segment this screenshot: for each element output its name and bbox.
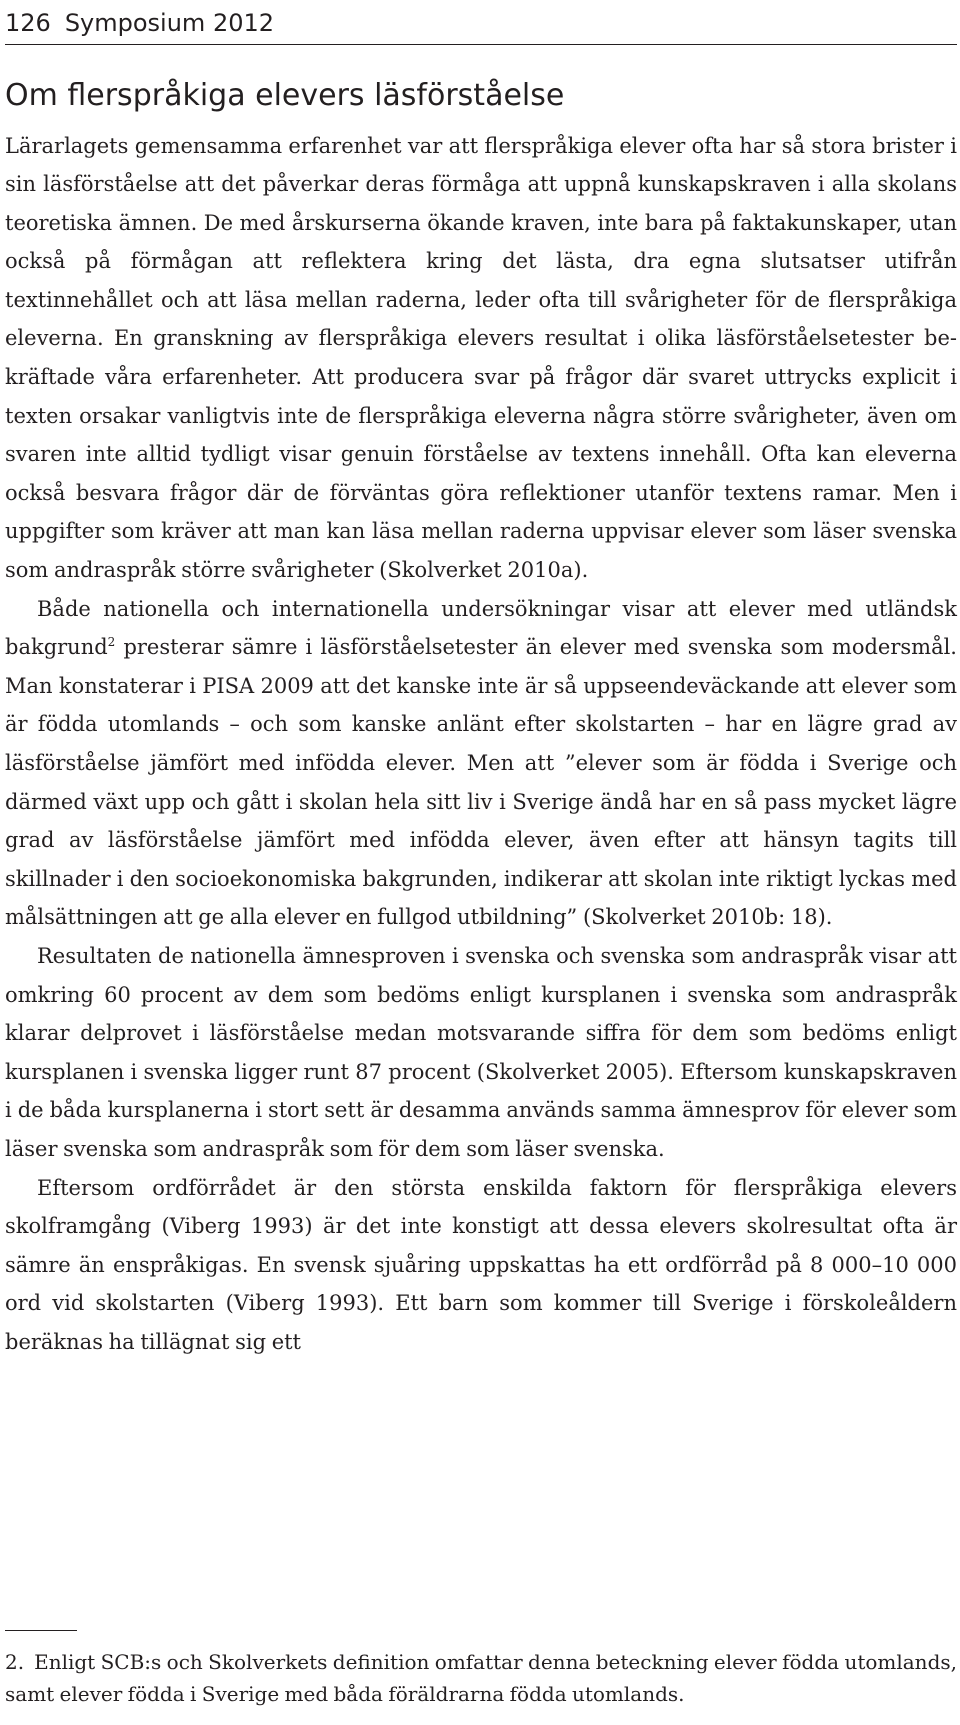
- footnote-reference[interactable]: 2: [107, 635, 116, 650]
- page: [5, 0, 957, 1362]
- paragraph: Resultaten de nationella ämnesproven i svenska och svenska som andraspråk visar att omkring 60 procent av dem som bedöms enligt kursplanen i svenska som andraspråk klarar delprovet i läsförståelse medan motsvarande siffra för dem som bedöms enligt kursplanen i svenska ligger runt 87 procent (Skolverket 2005). Eftersom kunskapskraven i de båda kursplanerna i stort sett är desamma används samma ämnesprov för elever som läser svenska som andraspråk som för dem som läser svenska.: [5, 943, 957, 1161]
- paragraph-rest: Man konstaterar i PISA 2009 att det kanske inte är så uppseendeväckande att elever som är födda utomlands – och som kanske anlänt efter skolstarten – har en lägre grad av läsförståelse jämfört med infödda elever. Men att ”elever som är födda i Sverige och därmed växt upp och gått i skolan hela sitt liv i Sverige ändå har en så pass mycket lägre grad av läsförståelse jämfört med infödda elever, även efter att hänsyn tagits till skillnader i den socioekonomiska bakgrunden, indikerar att skolan inte riktigt lyckas med målsättningen att ge alla elever en fullgod utbildning” (Skolverket 2010b: 18).: [5, 673, 957, 930]
- running-title: Symposium 2012: [64, 9, 275, 37]
- footnote-divider: [5, 1630, 77, 1631]
- body-text: [5, 127, 957, 1362]
- paragraph-lead: Både nationella och internationella undersökningar visar att elever med utländsk bakgrund: [5, 596, 957, 660]
- paragraph: Lärarlagets gemensamma erfarenhet var att flerspråkiga elever ofta har så stora brister i sin läsförståelse att det påverkar deras förmåga att uppnå kunskapskraven i alla skolans teoretiska ämnen. De med årskurserna ökande kraven, inte bara på faktakunskaper, utan också på förmågan att reflektera kring det lästa, dra egna slutsatser utifrån textinnehållet och att läsa mellan raderna, leder ofta till svårigheter för de flerspråkiga eleverna. En granskning av flerspråkiga elevers resultat i olika läsförståelsetester bekräftade våra erfarenheter. Att producera svar på frågor där svaret uttrycks explicit i texten orsakar vanligtvis inte de flerspråkiga eleverna några större svårigheter, även om svaren inte alltid tydligt visar genuin förståelse av textens innehåll. Ofta kan eleverna också besvara frågor där de förväntas göra reflektioner utanför textens ramar. Men i uppgifter som kräver att man kan läsa mellan raderna uppvisar elever som läser svenska som andraspråk större svårigheter (Skolverket 2010a).: [5, 133, 957, 583]
- footnote-number: 2.: [5, 1650, 25, 1674]
- footnote: [5, 1646, 957, 1710]
- section-title: Om flerspråkiga elevers läsförståelse: [5, 78, 565, 113]
- paragraph: Eftersom ordförrådet är den största enskilda faktorn för flerspråkiga elevers skolframgång (Viberg 1993) är det inte konstigt att dessa elevers skolresultat ofta är sämre än enspråkigas. En svensk sjuåring uppskattas ha ett ordförråd på 8 000–10 000 ord vid skolstarten (Viberg 1993). Ett barn som kommer till Sverige i förskoleåldern beräknas ha tillägnat sig ett: [5, 1175, 957, 1354]
- paragraph-continuation: presterar sämre i läsförståelsetester än elever med svenska som modersmål.: [115, 635, 957, 660]
- footnote-text: Enligt SCB:s och Skolverkets definition omfattar denna beteckning elever födda utomlands, samt elever födda i Sverige med båda föräldrarna födda utomlands.: [5, 1650, 957, 1706]
- paragraph: [5, 590, 957, 937]
- page-number: 126: [5, 9, 51, 37]
- running-header: [5, 0, 957, 45]
